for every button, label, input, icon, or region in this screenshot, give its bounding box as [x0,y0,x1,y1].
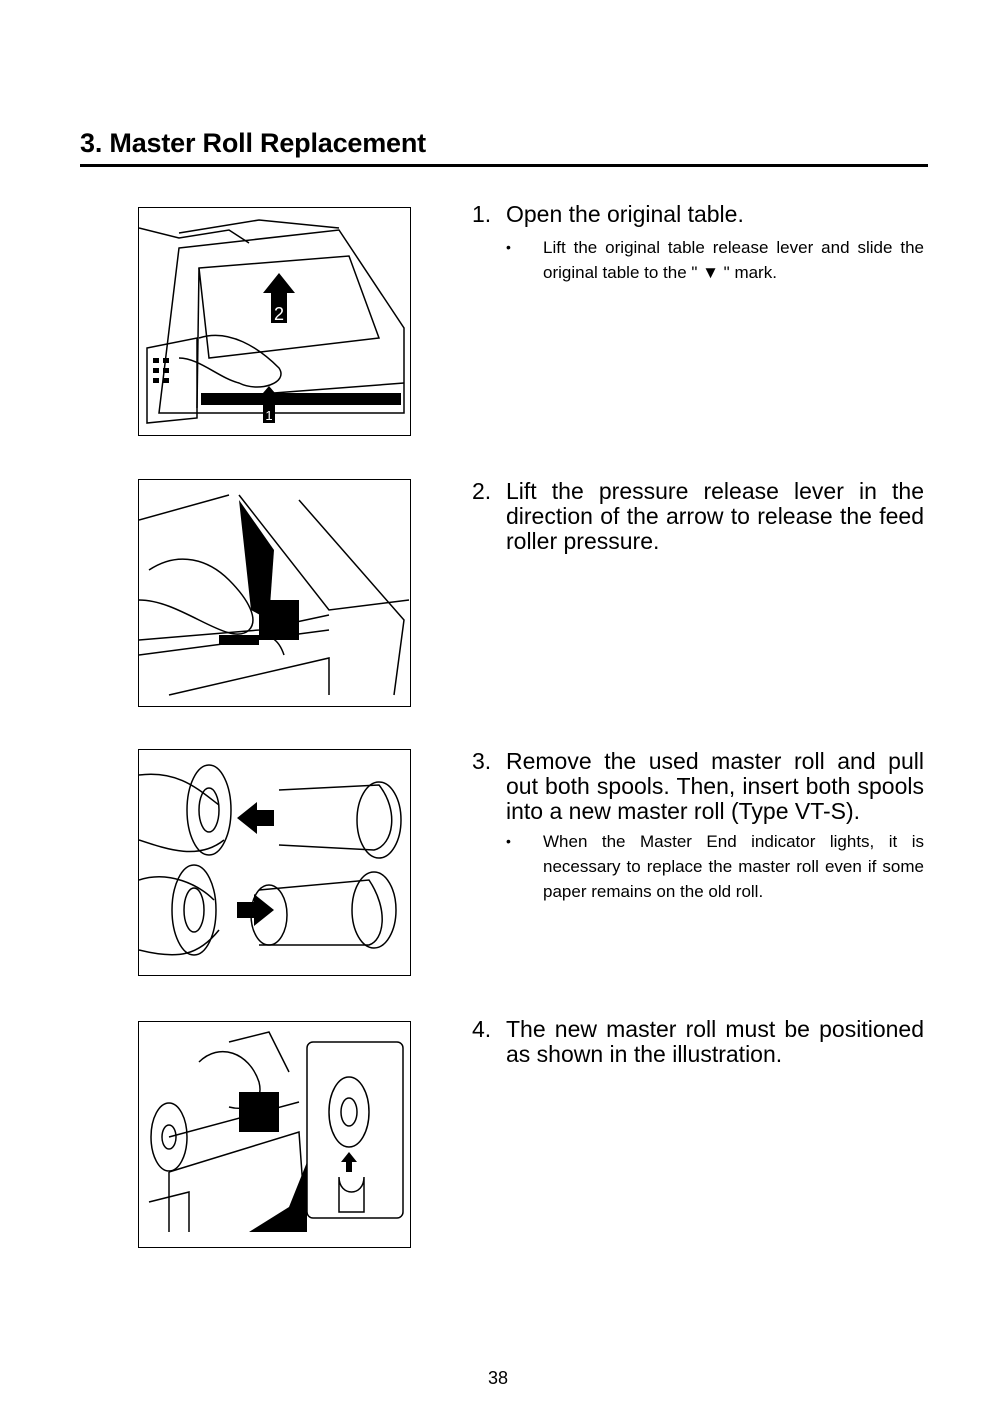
page-number: 38 [487,1368,509,1388]
illustration-3 [139,750,410,975]
note-text: When the Master End indicator lights, it is necessary to replace the master roll even if some paper remains on the old roll. [543,832,924,901]
step-number: 1. [472,201,492,227]
figure-master-roll-position [138,1021,411,1248]
step-number: 4. [472,1016,492,1042]
callout-label-1: 1 [265,408,273,423]
heading-rule [80,164,928,167]
illustration-2 [139,480,410,706]
step-number: 3. [472,748,492,774]
step-instruction: Open the original table. [506,201,744,227]
step-1 [472,202,924,285]
illustration-4 [139,1022,410,1247]
step-2 [472,479,924,554]
step-instruction: Lift the pressure release lever in the direction of the arrow to release the feed roller pressure. [506,478,924,554]
step-note [506,829,924,904]
step-number: 2. [472,478,492,504]
illustration-1 [139,208,410,435]
step-4 [472,1017,924,1067]
section-heading: 3. Master Roll Replacement [80,128,426,158]
bullet-icon: • [506,833,511,849]
figure-pressure-release-lever [138,479,411,707]
arrow-icons [237,802,274,926]
step-3 [472,749,924,904]
figure-open-original-table [138,207,411,436]
callout-label-2: 2 [273,304,285,324]
step-instruction: Remove the used master roll and pull out both spools. Then, insert both spools into a new master roll (Type VT-S). [506,748,924,824]
bullet-icon: • [506,239,511,255]
figure-insert-spools [138,749,411,976]
note-text: Lift the original table release lever and slide the original table to the " ▼ " mark. [543,238,924,282]
step-note [506,235,924,285]
up-arrow-callout-2 [263,273,295,324]
step-instruction: The new master roll must be positioned as shown in the illustration. [506,1016,924,1067]
